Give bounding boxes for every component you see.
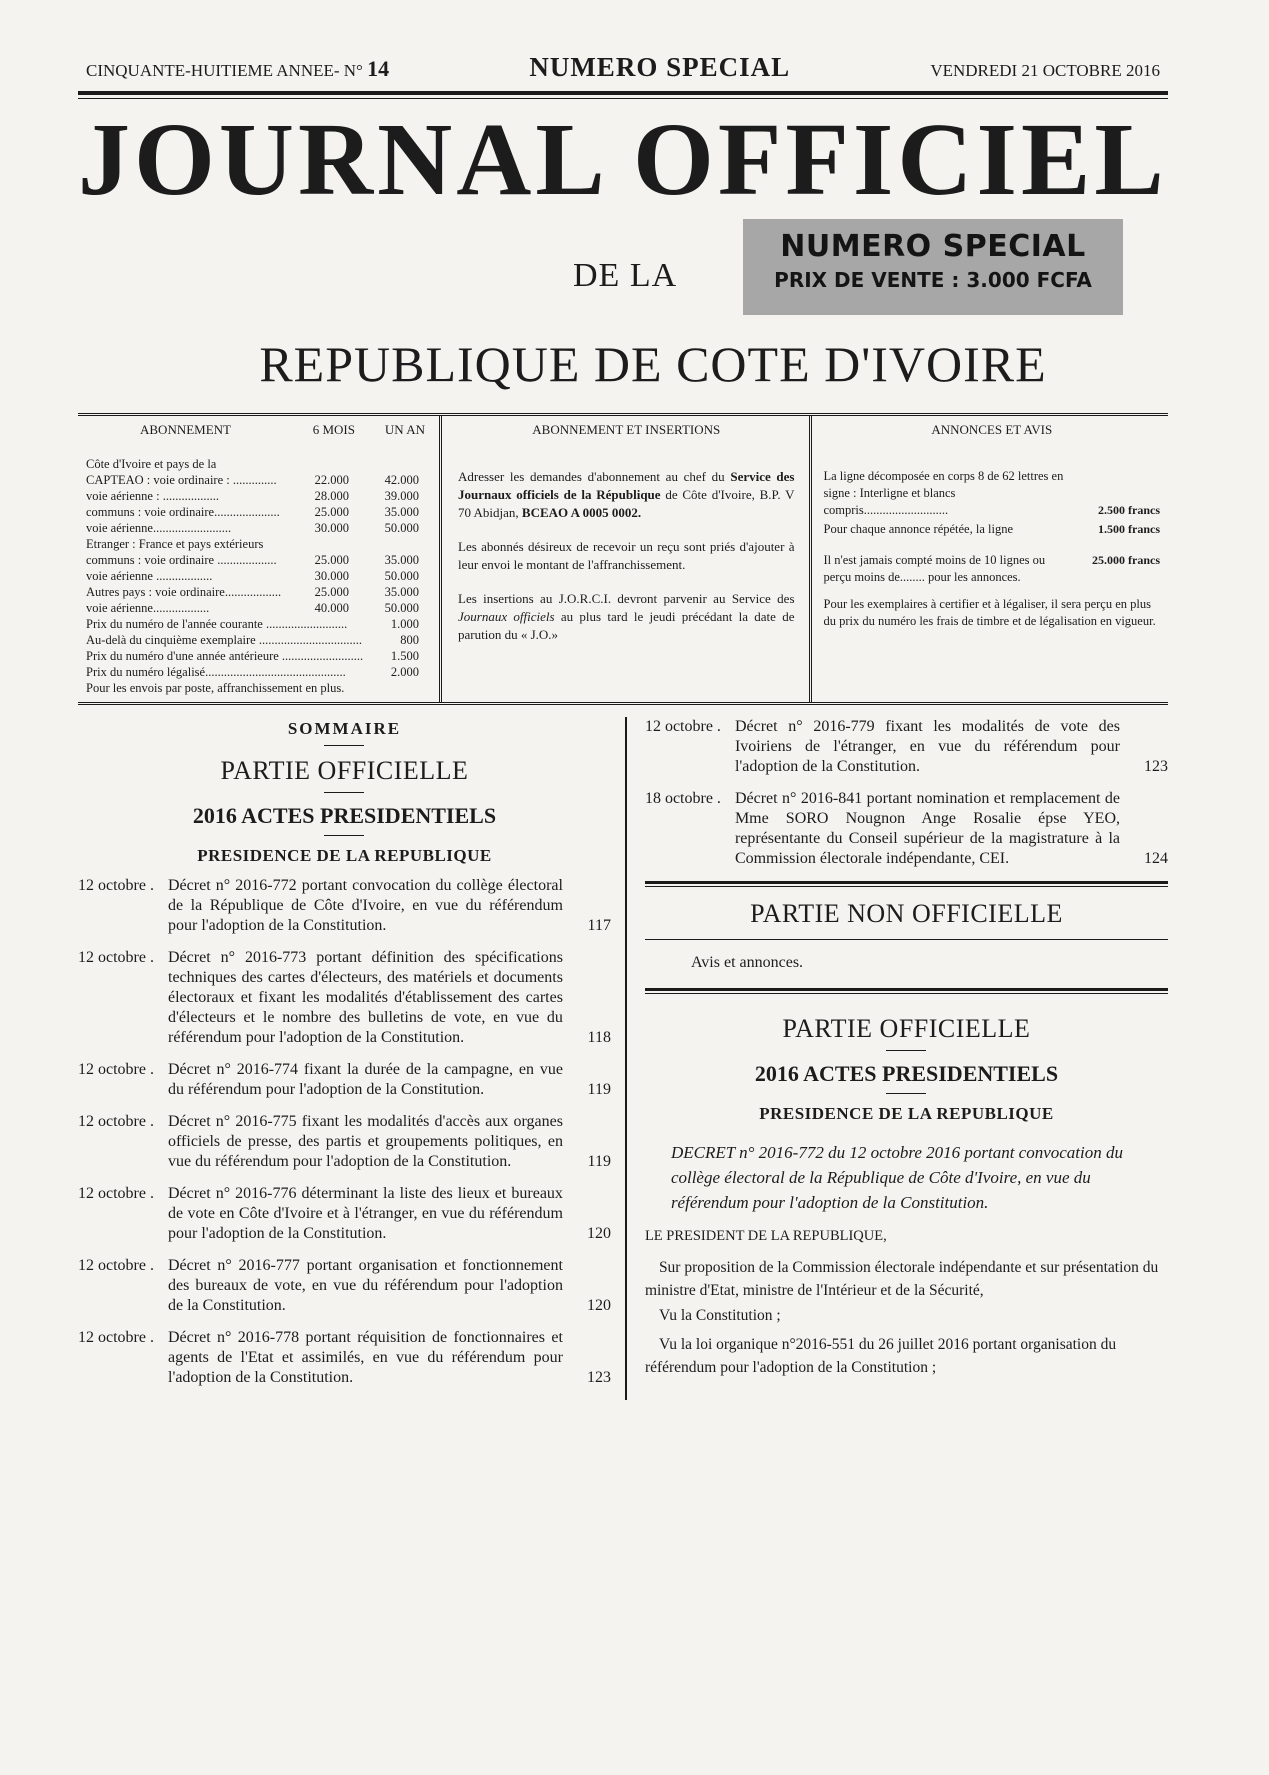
de-la: DE LA: [573, 257, 678, 294]
rate-one-year: [372, 680, 431, 696]
rate-label: Au-delà du cinquième exemplaire .................................: [86, 633, 362, 647]
rate-label: Prix du numéro légalisé.............................................: [86, 665, 346, 679]
rate-label: Prix du numéro de l'année courante ..........................: [86, 617, 348, 631]
entry-date: 12 octobre .: [78, 1061, 154, 1078]
sommaire-entry: [78, 948, 611, 1048]
annonce-rate-row: Il n'est jamais compté moins de 10 lignes ou perçu moins de........ pour les annonces. 25.000 francs: [823, 553, 1160, 584]
rate-six-months: [363, 648, 383, 664]
rate-six-months: 22.000: [314, 473, 349, 487]
sommaire-entry: [645, 717, 1168, 777]
rate-label: voie aérienne..................: [86, 601, 210, 615]
rate-one-year: 50.000: [384, 569, 419, 583]
special-box-price: PRIX DE VENTE : 3.000 FCFA: [774, 268, 1092, 292]
rate-six-months: 30.000: [314, 521, 349, 535]
sommaire-entry: [645, 789, 1168, 869]
top-rule: [78, 91, 1168, 95]
entry-page: 119: [587, 1081, 611, 1098]
body-paragraph: Vu la loi organique n°2016-551 du 26 juillet 2016 portant organisation du référendum pour l'adoption de la Constitution ;: [644, 1336, 1117, 1376]
rate-row: [86, 504, 431, 520]
rate-row: [86, 472, 431, 488]
sommaire-entry: [78, 1112, 611, 1172]
entry-page: 118: [587, 1029, 611, 1046]
entry-page: 123: [1144, 758, 1168, 775]
rate-label: voie aérienne ..................: [86, 569, 213, 583]
rate-row: [86, 488, 431, 504]
rates-header-unan: UN AN: [384, 422, 425, 437]
entry-page: 123: [586, 1369, 611, 1386]
journal-page: [78, 52, 1168, 1400]
sommaire-entry: [78, 1060, 611, 1100]
divider: [324, 745, 364, 746]
rate-row: [86, 456, 431, 472]
rate-six-months: 30.000: [314, 569, 349, 583]
entry-date: 12 octobre .: [78, 1329, 154, 1346]
rate-one-year: 42.000: [384, 473, 419, 487]
rates-header-abonnement: ABONNEMENT: [140, 422, 231, 437]
right-column: [627, 717, 1168, 1400]
entry-date: 12 octobre .: [78, 949, 154, 966]
insertions-column: [442, 416, 812, 702]
section-rule: [645, 881, 1168, 887]
body-paragraph: Sur proposition de la Commission électorale indépendante et sur présentation du ministre d'Etat, ministre de l'Intérieur et de la Sécurité,: [644, 1259, 1159, 1299]
rate-row: [86, 520, 431, 536]
sommaire-entry: [78, 1256, 611, 1316]
body-paragraph: Vu la Constitution ;: [658, 1307, 781, 1324]
entry-description: Décret n° 2016-775 fixant les modalités d'accès aux organes officiels de presse, des partis et groupements politiques, en vue du référendum pour l'adoption de la Constitution.: [168, 1113, 563, 1170]
annonces-column: [812, 416, 1169, 702]
rate-row: [86, 584, 431, 600]
entry-date: 12 octobre .: [644, 718, 721, 735]
rate-row: [86, 536, 431, 552]
rate-one-year: 35.000: [384, 553, 419, 567]
entry-date: 12 octobre .: [78, 1113, 154, 1130]
rate-label: voie aérienne : ..................: [86, 489, 219, 503]
issue-line: [78, 52, 1168, 83]
entry-description: Décret n° 2016-774 fixant la durée de la campagne, en vue du référendum pour l'adoption de la Constitution.: [168, 1061, 563, 1098]
rate-row: [86, 664, 431, 680]
entry-page: 120: [586, 1225, 611, 1242]
rates-column: [78, 416, 442, 702]
sommaire-partie: PARTIE OFFICIELLE: [220, 756, 469, 785]
rate-six-months: [309, 536, 349, 552]
rate-row: [86, 600, 431, 616]
section-rule: [645, 939, 1168, 940]
entry-description: Décret n° 2016-777 portant organisation et fonctionnement des bureaux de vote, en vue du référendum pour l'adoption de la Constitution.: [168, 1257, 563, 1314]
divider: [324, 835, 364, 836]
entry-page: 124: [1144, 850, 1168, 867]
entry-date: 18 octobre .: [644, 790, 721, 807]
sommaire-entry: [78, 1328, 611, 1388]
decret-title: DECRET n° 2016-772 du 12 octobre 2016 portant convocation du collège électoral de la République de Côte d'Ivoire, en vue du référendum pour l'adoption de la Constitution.: [670, 1143, 1124, 1212]
sommaire-column: [78, 717, 627, 1400]
special-price-box: [743, 219, 1123, 315]
rate-label: communs : voie ordinaire.....................: [86, 505, 280, 519]
special-label: NUMERO SPECIAL: [529, 52, 791, 82]
sommaire-actes: 2016 ACTES PRESIDENTIELS: [192, 803, 497, 828]
rate-one-year: [349, 536, 431, 552]
non-officielle-title: PARTIE NON OFFICIELLE: [750, 899, 1063, 928]
rate-row: [86, 616, 431, 632]
annonce-rate-row: Pour chaque annonce répétée, la ligne 1.500 francs: [823, 522, 1160, 536]
annonces-title: ANNONCES ET AVIS: [931, 422, 1053, 437]
annonce-rate-row: La ligne décomposée en corps 8 de 62 lettres en signe : Interligne et blancs compris........................... 2.500 francs: [823, 469, 1160, 517]
rate-label: Prix du numéro d'une année antérieure ..........................: [86, 649, 364, 663]
rate-six-months: 25.000: [314, 505, 349, 519]
divider: [886, 1050, 926, 1051]
rate-row: [86, 632, 431, 648]
rate-six-months: 25.000: [314, 553, 349, 567]
rate-label: Autres pays : voie ordinaire..................: [86, 585, 282, 599]
insertions-title: ABONNEMENT ET INSERTIONS: [532, 422, 721, 437]
entry-date: 12 octobre .: [78, 877, 154, 894]
rate-six-months: [347, 616, 373, 632]
rate-six-months: [346, 664, 373, 680]
rates-header-6mois: 6 MOIS: [312, 422, 355, 437]
body-partie: PARTIE OFFICIELLE: [782, 1014, 1031, 1043]
rate-one-year: 39.000: [384, 489, 419, 503]
president-line: LE PRESIDENT DE LA REPUBLIQUE,: [644, 1228, 887, 1244]
sommaire-title: SOMMAIRE: [287, 719, 402, 738]
sommaire-entries: [78, 876, 611, 1388]
rate-label: CAPTEAO : voie ordinaire : ..............: [86, 473, 277, 487]
republique-title: REPUBLIQUE DE COTE D'IVOIRE: [259, 336, 1047, 392]
entry-description: Décret n° 2016-776 déterminant la liste des lieux et bureaux de vote en Côte d'Ivoire et à l'étranger, en vue du référendum pour l'adoption de la Constitution.: [168, 1185, 563, 1242]
rate-label: Côte d'Ivoire et pays de la: [86, 457, 217, 471]
issue-number: 14: [367, 56, 390, 81]
rate-one-year: 800: [400, 633, 419, 647]
body-actes: 2016 ACTES PRESIDENTIELS: [754, 1061, 1059, 1086]
entry-description: Décret n° 2016-773 portant définition des spécifications techniques des cartes d'électeurs, des matériels et documents électoraux et fixant les modalités d'établissement des cartes d'électeurs et le nombre des bulletins de vote, en vue du référendum pour l'adoption de la Constitution.: [168, 949, 563, 1046]
rate-label: Pour les envois par poste, affranchissement en plus.: [86, 681, 345, 695]
rate-one-year: 2.000: [390, 665, 419, 679]
main-content: [78, 717, 1168, 1400]
rate-one-year: 1.500: [390, 649, 419, 663]
issue-date: VENDREDI 21 OCTOBRE 2016: [930, 61, 1160, 80]
insertions-p3: Les insertions au J.O.R.C.I. devront parvenir au Service des Journaux officiels au plus tard le jeudi précédant la date de parution du « J.O.»: [458, 591, 795, 642]
rate-six-months: 25.000: [314, 585, 349, 599]
entry-description: Décret n° 2016-778 portant réquisition de fonctionnaires et agents de l'Etat et assimilés, en vue du référendum pour l'adoption de la Constitution.: [168, 1329, 563, 1386]
rate-label: Etranger : France et pays extérieurs: [86, 537, 264, 551]
rate-rows: [86, 456, 431, 696]
rate-one-year: 35.000: [384, 585, 419, 599]
subscription-box: [78, 413, 1168, 705]
section-rule: [645, 988, 1168, 994]
avis-annonces: Avis et annonces.: [690, 954, 804, 971]
insertions-p1: Adresser les demandes d'abonnement au chef du Service des Journaux officiels de la République de Côte d'Ivoire, B.P. V 70 Abidjan, BCEAO A 0005 0002.: [458, 469, 795, 520]
special-box-title: NUMERO SPECIAL: [780, 229, 1086, 264]
annonces-note: Pour les exemplaires à certifier et à légaliser, il sera perçu en plus du prix du numéro les frais de timbre et de légalisation en vigueur.: [823, 597, 1156, 628]
entry-date: 12 octobre .: [78, 1185, 154, 1202]
entry-description: Décret n° 2016-779 fixant les modalités de vote des Ivoiriens de l'étranger, en vue du référendum pour l'adoption de la Constitution.: [734, 718, 1120, 775]
rate-one-year: [349, 456, 431, 472]
entry-description: Décret n° 2016-841 portant nomination et remplacement de Mme SORO Nougnon Ange Rosalie épse YEO, représentante du Conseil supérieur de la magistrature à la Commission électorale indépendante, CEI.: [734, 790, 1120, 867]
top-rule-thin: [78, 98, 1168, 99]
rate-row: [86, 552, 431, 568]
entry-page: 120: [586, 1297, 611, 1314]
rate-row: [86, 680, 431, 696]
rate-six-months: 40.000: [314, 601, 349, 615]
rate-label: communs : voie ordinaire ...................: [86, 553, 277, 567]
rate-six-months: [309, 456, 349, 472]
entry-page: 117: [587, 917, 611, 934]
rate-six-months: [344, 680, 371, 696]
sommaire-entries-continued: [645, 717, 1168, 869]
rate-one-year: 35.000: [384, 505, 419, 519]
rate-one-year: 50.000: [384, 601, 419, 615]
rate-row: [86, 568, 431, 584]
rate-row: [86, 648, 431, 664]
rate-one-year: 1.000: [390, 617, 419, 631]
rate-label: voie aérienne.........................: [86, 521, 232, 535]
issue-info: CINQUANTE-HUITIEME ANNEE- N° 14: [86, 56, 390, 81]
entry-description: Décret n° 2016-772 portant convocation du collège électoral de la République de Côte d'Ivoire, en vue du référendum pour l'adoption de la Constitution.: [168, 877, 563, 934]
masthead-sub-row: [78, 219, 1168, 331]
divider: [886, 1093, 926, 1094]
divider: [324, 792, 364, 793]
rate-six-months: 28.000: [314, 489, 349, 503]
entry-page: 119: [587, 1153, 611, 1170]
rates-header: [86, 422, 431, 438]
entry-date: 12 octobre .: [78, 1257, 154, 1274]
sommaire-presidence: PRESIDENCE DE LA REPUBLIQUE: [197, 846, 492, 865]
body-presidence: PRESIDENCE DE LA REPUBLIQUE: [759, 1104, 1054, 1123]
rate-one-year: 50.000: [384, 521, 419, 535]
rate-six-months: [362, 632, 383, 648]
masthead: JOURNAL OFFICIEL: [78, 102, 1168, 217]
insertions-p2: Les abonnés désireux de recevoir un reçu sont priés d'ajouter à leur envoi le montant de l'affranchissement.: [458, 539, 795, 572]
sommaire-entry: [78, 1184, 611, 1244]
sommaire-entry: [78, 876, 611, 936]
